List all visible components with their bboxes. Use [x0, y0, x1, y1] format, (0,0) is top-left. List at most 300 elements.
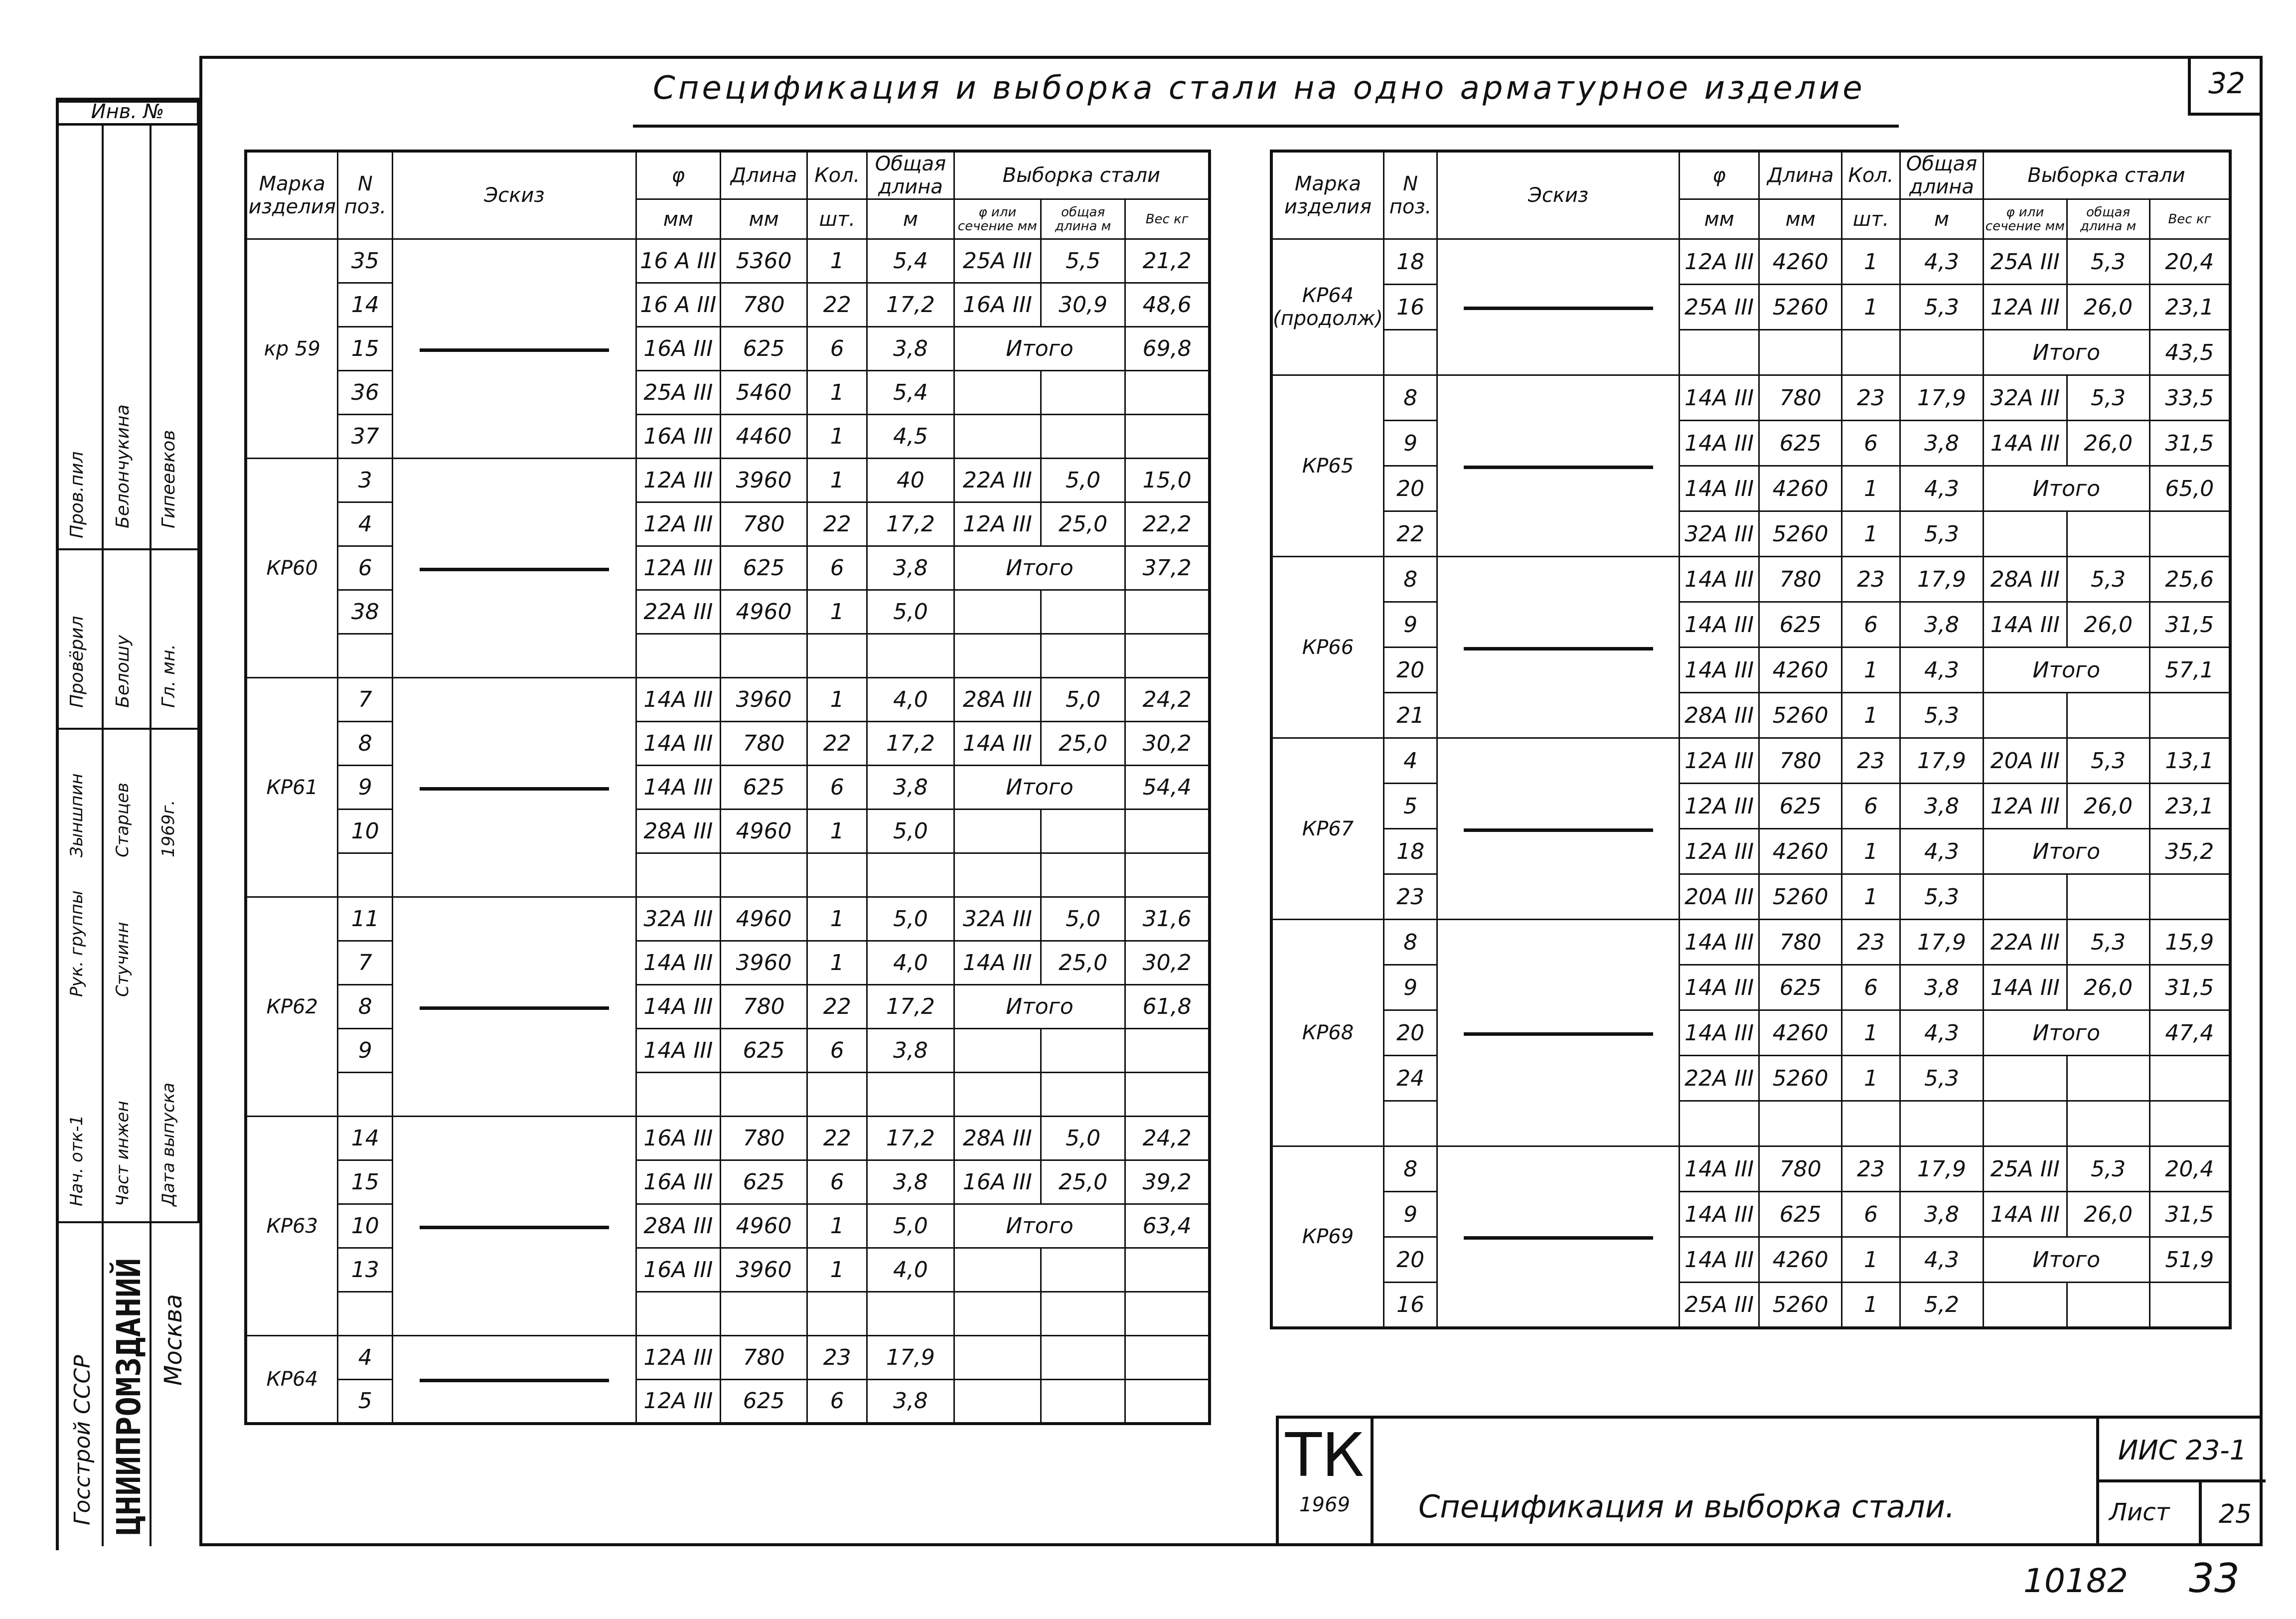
sketch-cell: [1437, 239, 1680, 375]
col-pos: N поз.: [1383, 151, 1437, 239]
total-label-cell: Итого: [1983, 648, 2149, 693]
signer-role: Пров.пил: [67, 451, 87, 538]
length-cell: 5260: [1759, 1283, 1842, 1328]
total-label-cell: Итого: [1983, 829, 2149, 874]
diameter-cell: 22А III: [1680, 1056, 1759, 1101]
selection-length-cell: 30,9: [1041, 283, 1125, 327]
selection-weight-cell: 13,1: [2149, 738, 2230, 784]
bar-sketch-line: [420, 1226, 609, 1229]
institute-name: ЦНИИПРОМЗДАНИЙ: [110, 1258, 148, 1535]
quantity-cell: 6: [807, 766, 867, 810]
diameter-cell: 14А III: [636, 1029, 720, 1073]
bar-sketch-line: [420, 787, 609, 791]
diameter-cell: 12А III: [636, 1336, 720, 1380]
total-length-cell: 4,3: [1900, 829, 1983, 874]
length-cell: [1759, 330, 1842, 375]
total-length-cell: 17,9: [1900, 557, 1983, 602]
position-cell: 22: [1383, 511, 1437, 557]
issue-year: 1969г.: [158, 800, 178, 857]
position-cell: 14: [338, 1117, 393, 1160]
total-label-cell: Итого: [954, 766, 1125, 810]
position-cell: [338, 853, 393, 897]
position-cell: 9: [338, 766, 393, 810]
quantity-cell: 1: [807, 590, 867, 634]
length-cell: 3960: [720, 459, 807, 502]
table-row: [246, 1117, 1210, 1160]
length-cell: [720, 634, 807, 678]
position-cell: 20: [1383, 1010, 1437, 1056]
sketch-cell: [1437, 1146, 1680, 1328]
table-row: [246, 853, 1210, 897]
col-sel-length: общая длина м: [1041, 199, 1125, 239]
table-row: [1271, 239, 2230, 285]
length-cell: 4960: [720, 590, 807, 634]
quantity-cell: 6: [1842, 965, 1900, 1010]
col-diameter: φ: [1680, 151, 1759, 199]
title-underline: [633, 125, 1899, 128]
bar-sketch-line: [1464, 466, 1653, 469]
diameter-cell: 12А III: [1680, 829, 1759, 874]
selection-length-cell: [2067, 511, 2149, 557]
selection-diameter-cell: 25А III: [1983, 1146, 2067, 1192]
selection-length-cell: [2067, 1283, 2149, 1328]
quantity-cell: 6: [807, 1029, 867, 1073]
selection-diameter-cell: 14А III: [954, 941, 1041, 985]
total-length-cell: 3,8: [1900, 784, 1983, 829]
position-cell: 9: [1383, 421, 1437, 466]
length-cell: 3960: [720, 1248, 807, 1292]
length-cell: 625: [1759, 965, 1842, 1010]
bar-sketch-line: [1464, 647, 1653, 650]
position-cell: 8: [1383, 1146, 1437, 1192]
quantity-cell: 1: [1842, 466, 1900, 511]
selection-diameter-cell: 28А III: [954, 1117, 1041, 1160]
col-qty: Кол.: [807, 151, 867, 199]
selection-length-cell: 5,0: [1041, 678, 1125, 722]
length-cell: 5260: [1759, 874, 1842, 920]
table-row: [1271, 375, 2230, 421]
quantity-cell: 1: [807, 678, 867, 722]
col-pos: N поз.: [338, 151, 393, 239]
table-row: [1271, 557, 2230, 602]
col-sel-diameter: φ или сечение мм: [1983, 199, 2067, 239]
quantity-cell: 6: [1842, 784, 1900, 829]
sketch-cell: [393, 1117, 636, 1336]
quantity-cell: 1: [1842, 693, 1900, 738]
product-mark: КР62: [246, 897, 338, 1117]
col-total: Общая длина: [1900, 151, 1983, 199]
spec-table-right: [1270, 150, 2232, 1329]
length-cell: 625: [1759, 784, 1842, 829]
quantity-cell: 6: [1842, 1192, 1900, 1237]
selection-diameter-cell: 28А III: [1983, 557, 2067, 602]
total-length-cell: 17,2: [867, 985, 954, 1029]
position-cell: 20: [1383, 466, 1437, 511]
selection-weight-cell: 23,1: [2149, 784, 2230, 829]
position-cell: 20: [1383, 1237, 1437, 1283]
total-weight-cell: 37,2: [1125, 546, 1210, 590]
length-cell: 3960: [720, 941, 807, 985]
selection-diameter-cell: [954, 1292, 1041, 1336]
table-row: [1271, 1010, 2230, 1056]
col-total: Общая длина: [867, 151, 954, 199]
selection-length-cell: 5,3: [2067, 1146, 2149, 1192]
selection-diameter-cell: [954, 415, 1041, 459]
table-row: [1271, 693, 2230, 738]
total-length-cell: 3,8: [867, 1160, 954, 1204]
position-cell: 7: [338, 678, 393, 722]
diameter-cell: [636, 634, 720, 678]
position-cell: 24: [1383, 1056, 1437, 1101]
selection-diameter-cell: [954, 634, 1041, 678]
diameter-cell: 14А III: [1680, 466, 1759, 511]
sketch-cell: [1437, 738, 1680, 920]
diameter-cell: 14А III: [1680, 1146, 1759, 1192]
position-cell: 16: [1383, 285, 1437, 330]
selection-length-cell: 26,0: [2067, 1192, 2149, 1237]
selection-length-cell: [2067, 874, 2149, 920]
diameter-cell: 28А III: [636, 1204, 720, 1248]
selection-weight-cell: 20,4: [2149, 1146, 2230, 1192]
quantity-cell: [807, 1073, 867, 1117]
table-row: [1271, 965, 2230, 1010]
col-qty: Кол.: [1842, 151, 1900, 199]
total-length-cell: 5,3: [1900, 1056, 1983, 1101]
table-row: [1271, 738, 2230, 784]
quantity-cell: 1: [1842, 874, 1900, 920]
quantity-cell: 22: [807, 283, 867, 327]
length-cell: 5360: [720, 239, 807, 283]
strip-divider: [56, 1221, 199, 1223]
signer-name: Гипеевков: [158, 430, 179, 528]
quantity-cell: 23: [1842, 1146, 1900, 1192]
selection-weight-cell: 15,9: [2149, 920, 2230, 965]
diameter-cell: 12А III: [1680, 239, 1759, 285]
total-length-cell: 4,3: [1900, 648, 1983, 693]
table-row: [1271, 511, 2230, 557]
table-row: [1271, 1283, 2230, 1328]
length-cell: 780: [720, 1336, 807, 1380]
length-cell: 780: [1759, 920, 1842, 965]
selection-diameter-cell: [1983, 1283, 2067, 1328]
total-length-cell: 3,8: [867, 1380, 954, 1424]
diameter-cell: 14А III: [636, 941, 720, 985]
unit-mm: мм: [1680, 199, 1759, 239]
total-length-cell: 4,0: [867, 678, 954, 722]
quantity-cell: 1: [807, 810, 867, 853]
product-mark: КР64 (продолж): [1271, 239, 1383, 375]
table-row: [246, 897, 1210, 941]
product-mark: КР69: [1271, 1146, 1383, 1328]
table-row: [246, 722, 1210, 766]
total-length-cell: 17,9: [867, 1336, 954, 1380]
sketch-cell: [1437, 375, 1680, 557]
selection-weight-cell: [1125, 810, 1210, 853]
diameter-cell: [636, 853, 720, 897]
table-row: [1271, 1192, 2230, 1237]
table-row: [246, 1292, 1210, 1336]
selection-weight-cell: 39,2: [1125, 1160, 1210, 1204]
quantity-cell: [1842, 330, 1900, 375]
selection-weight-cell: [1125, 634, 1210, 678]
total-length-cell: 40: [867, 459, 954, 502]
selection-weight-cell: 22,2: [1125, 502, 1210, 546]
selection-length-cell: [1041, 371, 1125, 415]
total-length-cell: 5,0: [867, 590, 954, 634]
selection-length-cell: 5,0: [1041, 459, 1125, 502]
diameter-cell: 14А III: [636, 722, 720, 766]
selection-length-cell: 5,0: [1041, 1117, 1125, 1160]
unit-pcs: шт.: [807, 199, 867, 239]
table-row: [246, 239, 1210, 283]
diameter-cell: 12А III: [1680, 738, 1759, 784]
selection-length-cell: 5,0: [1041, 897, 1125, 941]
bar-sketch-line: [1464, 1032, 1653, 1036]
col-sel-length: общая длина м: [2067, 199, 2149, 239]
length-cell: 625: [720, 327, 807, 371]
quantity-cell: 6: [1842, 421, 1900, 466]
selection-length-cell: 5,3: [2067, 239, 2149, 285]
selection-length-cell: 5,3: [2067, 738, 2149, 784]
table-row: [246, 678, 1210, 722]
position-cell: 4: [338, 502, 393, 546]
sketch-cell: [393, 1336, 636, 1424]
total-length-cell: 3,8: [867, 327, 954, 371]
album-page: 33: [2188, 1555, 2240, 1602]
unit-mm: мм: [636, 199, 720, 239]
total-label-cell: Итого: [954, 327, 1125, 371]
quantity-cell: 1: [1842, 239, 1900, 285]
quantity-cell: [1842, 1101, 1900, 1146]
position-cell: 36: [338, 371, 393, 415]
length-cell: 780: [1759, 738, 1842, 784]
diameter-cell: 12А III: [636, 502, 720, 546]
selection-weight-cell: 23,1: [2149, 285, 2230, 330]
table-row: [246, 502, 1210, 546]
table-row: [246, 327, 1210, 371]
quantity-cell: 23: [807, 1336, 867, 1380]
position-cell: 15: [338, 1160, 393, 1204]
selection-length-cell: 26,0: [2067, 285, 2149, 330]
sketch-cell: [1437, 920, 1680, 1146]
selection-weight-cell: [2149, 693, 2230, 738]
selection-weight-cell: [1125, 1336, 1210, 1380]
total-length-cell: 17,2: [867, 502, 954, 546]
total-weight-cell: 51,9: [2149, 1237, 2230, 1283]
selection-length-cell: 5,3: [2067, 920, 2149, 965]
position-cell: 9: [1383, 1192, 1437, 1237]
selection-weight-cell: 20,4: [2149, 239, 2230, 285]
quantity-cell: 1: [807, 371, 867, 415]
length-cell: [720, 853, 807, 897]
position-cell: 38: [338, 590, 393, 634]
position-cell: 5: [1383, 784, 1437, 829]
sheet-label: Лист: [2109, 1498, 2170, 1526]
selection-weight-cell: 31,6: [1125, 897, 1210, 941]
total-label-cell: Итого: [1983, 330, 2149, 375]
position-cell: 14: [338, 283, 393, 327]
total-length-cell: 5,3: [1900, 693, 1983, 738]
total-length-cell: 17,9: [1900, 375, 1983, 421]
total-length-cell: 17,2: [867, 283, 954, 327]
position-cell: [338, 1073, 393, 1117]
table-row: [1271, 648, 2230, 693]
title-block: [1276, 1416, 2263, 1546]
diameter-cell: 16А III: [636, 327, 720, 371]
diameter-cell: 14А III: [1680, 602, 1759, 648]
length-cell: [1759, 1101, 1842, 1146]
quantity-cell: 23: [1842, 738, 1900, 784]
selection-diameter-cell: [954, 371, 1041, 415]
diameter-cell: [1680, 1101, 1759, 1146]
bar-sketch-line: [1464, 307, 1653, 310]
length-cell: 625: [1759, 602, 1842, 648]
diameter-cell: 16 А III: [636, 283, 720, 327]
page-number: 32: [2188, 56, 2263, 116]
diameter-cell: 32А III: [636, 897, 720, 941]
table-row: [246, 371, 1210, 415]
length-cell: 780: [720, 502, 807, 546]
selection-weight-cell: 15,0: [1125, 459, 1210, 502]
table-row: [246, 810, 1210, 853]
table-row: [1271, 421, 2230, 466]
table-row: [246, 283, 1210, 327]
total-length-cell: 5,4: [867, 239, 954, 283]
selection-weight-cell: 31,5: [2149, 1192, 2230, 1237]
selection-diameter-cell: [954, 1380, 1041, 1424]
quantity-cell: 1: [1842, 648, 1900, 693]
inventory-number-box: Инв. №: [56, 98, 199, 126]
selection-length-cell: 5,3: [2067, 557, 2149, 602]
tk-label: ТК: [1285, 1421, 1365, 1490]
sketch-cell: [393, 897, 636, 1117]
selection-length-cell: [1041, 1380, 1125, 1424]
quantity-cell: 1: [807, 415, 867, 459]
position-cell: 20: [1383, 648, 1437, 693]
quantity-cell: 1: [807, 459, 867, 502]
position-cell: 6: [338, 546, 393, 590]
total-length-cell: 5,3: [1900, 874, 1983, 920]
diameter-cell: [1680, 330, 1759, 375]
total-length-cell: 3,8: [867, 766, 954, 810]
table-row: [1271, 466, 2230, 511]
length-cell: 625: [1759, 421, 1842, 466]
selection-diameter-cell: 28А III: [954, 678, 1041, 722]
total-weight-cell: 54,4: [1125, 766, 1210, 810]
position-cell: 3: [338, 459, 393, 502]
length-cell: [720, 1292, 807, 1336]
total-length-cell: 4,3: [1900, 1237, 1983, 1283]
selection-weight-cell: [1125, 590, 1210, 634]
total-length-cell: [867, 1073, 954, 1117]
tk-box: [1279, 1419, 1374, 1546]
product-mark: КР67: [1271, 738, 1383, 920]
quantity-cell: 22: [807, 722, 867, 766]
length-cell: 4260: [1759, 1237, 1842, 1283]
series-code: ИИС 23-1: [2096, 1419, 2266, 1482]
total-weight-cell: 63,4: [1125, 1204, 1210, 1248]
selection-diameter-cell: 25А III: [1983, 239, 2067, 285]
quantity-cell: 1: [1842, 1056, 1900, 1101]
sketch-cell: [393, 459, 636, 678]
total-length-cell: 17,9: [1900, 738, 1983, 784]
bar-sketch-line: [420, 1006, 609, 1010]
diameter-cell: 12А III: [636, 1380, 720, 1424]
selection-diameter-cell: [1983, 1056, 2067, 1101]
table-row: [246, 1380, 1210, 1424]
diameter-cell: 16А III: [636, 1117, 720, 1160]
selection-weight-cell: [1125, 853, 1210, 897]
selection-diameter-cell: [954, 1073, 1041, 1117]
table-row: [246, 546, 1210, 590]
spec-table-left: [244, 150, 1211, 1425]
total-length-cell: 5,3: [1900, 511, 1983, 557]
total-label-cell: Итого: [954, 546, 1125, 590]
selection-weight-cell: 24,2: [1125, 1117, 1210, 1160]
role-label: Дата выпуска: [158, 1082, 178, 1206]
table-row: [246, 1160, 1210, 1204]
length-cell: 780: [720, 722, 807, 766]
selection-length-cell: 5,3: [2067, 375, 2149, 421]
total-weight-cell: 61,8: [1125, 985, 1210, 1029]
selection-weight-cell: 25,6: [2149, 557, 2230, 602]
col-mark: Марка изделия: [246, 151, 338, 239]
quantity-cell: 1: [1842, 285, 1900, 330]
quantity-cell: 6: [807, 1160, 867, 1204]
diameter-cell: 28А III: [636, 810, 720, 853]
selection-length-cell: [2067, 1056, 2149, 1101]
selection-diameter-cell: [1983, 511, 2067, 557]
sheet-number: 25: [2199, 1482, 2269, 1546]
table-row: [1271, 602, 2230, 648]
quantity-cell: 6: [1842, 602, 1900, 648]
bar-sketch-line: [420, 348, 609, 352]
selection-weight-cell: 48,6: [1125, 283, 1210, 327]
position-cell: [1383, 1101, 1437, 1146]
table-row: [246, 415, 1210, 459]
total-label-cell: Итого: [1983, 466, 2149, 511]
selection-weight-cell: 31,5: [2149, 421, 2230, 466]
position-cell: 9: [1383, 965, 1437, 1010]
length-cell: 625: [720, 766, 807, 810]
total-weight-cell: 57,1: [2149, 648, 2230, 693]
selection-diameter-cell: [954, 853, 1041, 897]
diameter-cell: 14А III: [1680, 1237, 1759, 1283]
total-length-cell: 5,0: [867, 1204, 954, 1248]
total-weight-cell: 65,0: [2149, 466, 2230, 511]
table-row: [246, 1248, 1210, 1292]
position-cell: 11: [338, 897, 393, 941]
length-cell: 625: [720, 546, 807, 590]
length-cell: [720, 1073, 807, 1117]
quantity-cell: 1: [807, 1204, 867, 1248]
table-row: [246, 1204, 1210, 1248]
total-label-cell: Итого: [1983, 1237, 2149, 1283]
length-cell: 780: [720, 283, 807, 327]
length-cell: 4260: [1759, 466, 1842, 511]
total-length-cell: 5,3: [1900, 285, 1983, 330]
selection-weight-cell: 31,5: [2149, 965, 2230, 1010]
diameter-cell: 14А III: [1680, 1192, 1759, 1237]
selection-weight-cell: [1125, 1292, 1210, 1336]
selection-diameter-cell: [954, 1336, 1041, 1380]
col-sketch: Эскиз: [1437, 151, 1680, 239]
position-cell: 23: [1383, 874, 1437, 920]
length-cell: 780: [1759, 557, 1842, 602]
selection-diameter-cell: [954, 810, 1041, 853]
selection-diameter-cell: [954, 1029, 1041, 1073]
total-length-cell: [867, 1292, 954, 1336]
